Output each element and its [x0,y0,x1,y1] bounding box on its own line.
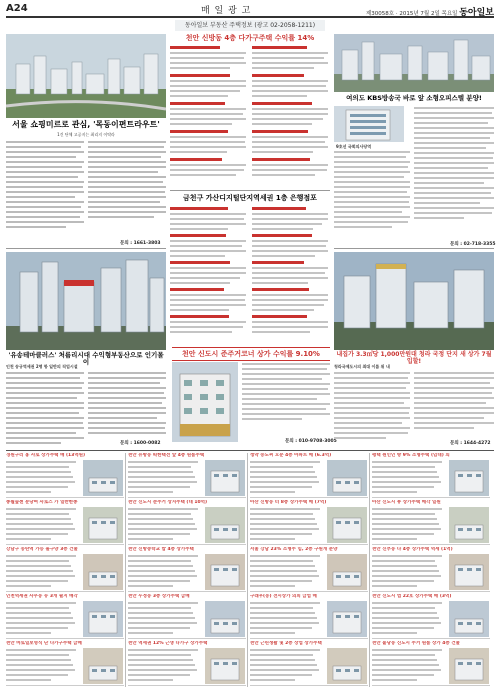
listing-body [128,554,202,590]
yeouido-phone: 문의 : 02-718-3355 [450,242,496,247]
listing-item [372,641,490,686]
sinwol-article-title: 천안 신방동 4층 다가구주택 수익률 14% [185,34,315,42]
listing-item [250,453,368,498]
invest-body-2 [414,371,494,437]
page-number: A24 [6,3,28,14]
listing-title: 천안 신방중학교 밥 4층 상가주택 [128,547,194,552]
listing-photo [83,507,123,543]
listing-photo [449,554,489,590]
listing-body [372,601,446,637]
yeouido-subtitle: 9호선 국회의사당역 [336,144,372,149]
listing-item [128,641,246,686]
listing-photo [83,601,123,637]
listing-photo [205,554,245,590]
seoul-phone: 문의 : 1661-3803 [120,241,161,246]
listing-item [250,641,368,686]
invest-body-1 [334,371,410,445]
listing-item [6,641,124,686]
listing-body [6,648,80,684]
listing-title: 천안 두정동 3층 상가주택 급매 [128,594,190,599]
listing-title: 아산 신도시 뷰 상가주택 매각 일원 [372,500,441,505]
seoul-article-subtitle: 1건 단체 고공지는 최리지 이탁라 [57,132,115,137]
listing-body [6,554,80,590]
listing-title: 청약 송도씨 오분 4층 아파트 매 (6.3억) [250,453,332,458]
listing-body [250,554,324,590]
yeouido-article-title: 여의도 KBS방송국 바로 앞 소형오피스텔 분양! [346,94,482,102]
listing-photo [327,601,367,637]
geumcheon-article-title: 금천구 가산디지털단지역세권 1층 은행점포 [183,194,317,202]
listing-title: 서울 강남 23% 소형주 임, 2층 구원개 분양 [250,547,338,552]
listing-body [372,507,446,543]
listing-photo [205,648,245,684]
cheonan-bar-phone: 문의 : 010-9708-3005 [285,439,337,444]
listing-title: 천안 마토일보영식 단 다가구주택 급매 [6,641,82,646]
listing-item [372,500,490,545]
listing-photo [205,460,245,496]
listing-title: 천안 역세권 12% 근생 다가구 상가주택 [128,641,208,646]
seoul-body-2 [88,140,166,236]
listing-body [128,601,202,637]
cheonan-bar-photo [172,362,238,442]
listing-title: 천안 유방동 따한택전 앞 4층 원룸주택 [128,453,205,458]
listing-item [6,500,124,545]
yeouido-city-photo [334,34,494,92]
listing-title: 인천역세권 사무동 뉴 3개 필지 매각 [6,594,78,599]
issue-info: 제30058호 · 2015년 7월 2일 목요일 동아일보 [365,8,494,18]
cheonan-bar-title: 천안 신도시 준주거코너 상가 수익률 9.10% [172,347,330,361]
listing-item [250,500,368,545]
listing-item [128,500,246,545]
listing-item [128,547,246,592]
listing-photo [83,460,123,496]
listing-body [128,507,202,543]
listing-item [6,547,124,592]
listing-photo [83,648,123,684]
listing-item [250,594,368,639]
listing-title: 천안 근린생활 및 2층 상업 상가주택 [250,641,322,646]
listing-photo [449,648,489,684]
listing-item [250,547,368,592]
section-title: 매 일 광 고 [201,6,252,16]
middle-listing-block-1 [170,44,330,184]
listing-body [250,601,324,637]
listing-photo [449,507,489,543]
listing-grid [6,453,494,689]
seoul-body-1 [6,140,84,236]
section-banner: 동아일보 부동산 주택정보 (광고 02-2058-1211) [175,20,325,31]
listing-body [6,601,80,637]
column-divider [247,453,248,687]
listing-photo [327,554,367,590]
listing-title: 천안 신도시 준주거 상지주택 (대 10억) [128,500,208,505]
yeouido-body-1 [334,150,410,240]
yuseong-article-subtitle: 인천 송규역세권 2명 항 일반의 직업시설 [6,364,78,369]
listing-title: 천안 불당동 신도시 주거 원룸 상가 4층 건물 [372,641,460,646]
listing-photo [205,601,245,637]
listing-body [250,648,324,684]
listing-photo [83,554,123,590]
listing-item [372,594,490,639]
middle-listing-block-2 [170,206,330,344]
yuseong-body-1 [6,371,84,447]
listing-photo [449,601,489,637]
yuseong-phone: 문의 : 1600-0082 [120,441,161,446]
listing-body [6,460,80,496]
listing-title: 구래우(동) 전시상가 의피 급업 매 [250,594,317,599]
listing-item [372,547,490,592]
invest-building-photo [334,252,494,350]
column-divider [369,453,370,687]
listing-photo [327,507,367,543]
listing-item [6,453,124,498]
divider [6,248,166,249]
divider [170,190,330,191]
listing-body [372,554,446,590]
seoul-article-title: 서울 쇼핑미르로 관심, '목동이편트라우트' [12,120,160,129]
listing-body [6,507,80,543]
listing-photo [327,648,367,684]
listing-body [128,648,202,684]
invest-article-title: 내집가 3.3㎡당 1,000만원대 청라 국정 단지 새 상가 7월 입할! [336,351,492,365]
listing-item [6,594,124,639]
listing-title: 천안 신도시 법 22호 상가주택 매 (3억) [372,594,452,599]
listing-body [372,648,446,684]
cheonan-bar-body [242,362,330,436]
listing-title: 경원구리 홍 사로 상가주택 매 (13억원) [6,453,86,458]
listing-item [372,453,490,498]
listing-title: 종월숲센 분당여 사로스 가 일반한종 [6,500,78,505]
listing-title: 강남구 동탄역 가능 돌구양 3층 건물 [6,547,78,552]
listing-photo [327,460,367,496]
yuseong-article-title: '유송테마클러스' 처름리시대 수익형부동산으로 인기몰이 [8,351,164,367]
yuseong-body-2 [88,371,166,447]
page-header [6,2,494,18]
divider [334,248,494,249]
listing-photo [205,507,245,543]
yeouido-building-photo [334,106,404,142]
listing-photo [449,460,489,496]
invest-article-subtitle: 청라국제도시의 최대 이름 위 내 [334,364,390,369]
listing-body [372,460,446,496]
paper-name: 동아일보 [459,8,494,18]
seoul-city-photo [6,34,166,118]
column-divider [125,453,126,687]
listing-body [128,460,202,496]
invest-phone: 문의 : 1644-4272 [450,441,491,446]
yuseong-building-photo [6,252,166,350]
listing-title: 천안 신부동 다 4층 상가주택 역세 (1억) [372,547,453,552]
listing-item [128,594,246,639]
listing-body [250,460,324,496]
yeouido-body-2 [414,106,494,240]
listing-item [128,453,246,498]
section-divider [6,450,494,451]
listing-body [250,507,324,543]
listing-title: 아산 신방동 터 8층 상가주택 매 (7억) [250,500,327,505]
listing-title: 평택 원인인 방 9% 소형주택 (임대) 의 [372,453,450,458]
